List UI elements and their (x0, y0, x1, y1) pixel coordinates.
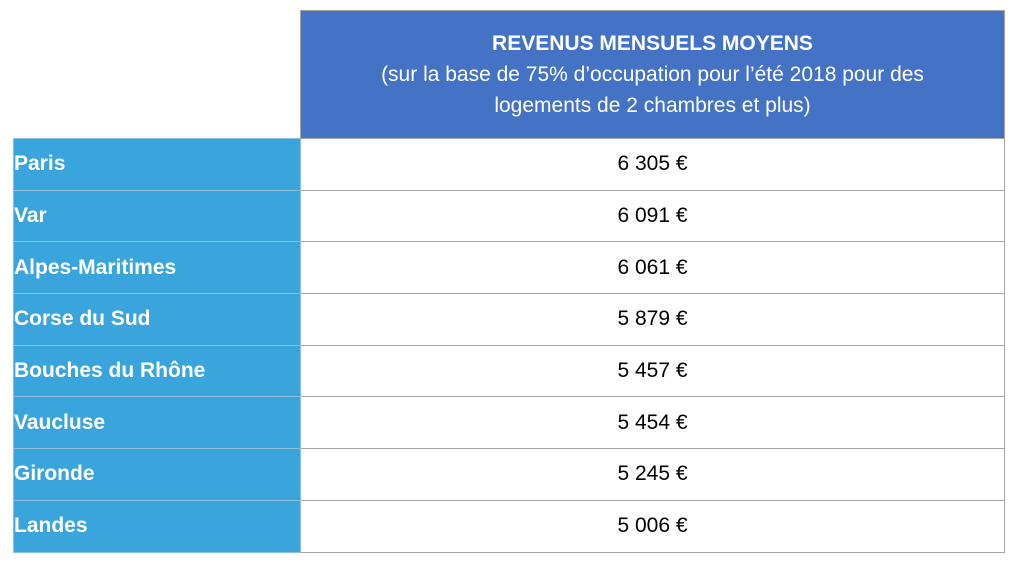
revenue-value-cell: 6 305 € (301, 139, 1005, 191)
region-cell: Vaucluse (14, 397, 301, 449)
table-title: REVENUS MENSUELS MOYENS (492, 32, 813, 55)
table-row (14, 449, 1005, 501)
header-cell (301, 11, 1005, 139)
region-cell: Alpes-Maritimes (14, 242, 301, 294)
revenue-value-cell: 5 454 € (301, 397, 1005, 449)
region-cell: Gironde (14, 449, 301, 501)
header-row (14, 11, 1005, 139)
region-cell: Landes (14, 500, 301, 552)
revenue-value-cell: 5 879 € (301, 294, 1005, 346)
table-row (14, 345, 1005, 397)
revenue-value-cell: 5 006 € (301, 500, 1005, 552)
table-row (14, 139, 1005, 191)
revenue-value-cell: 5 457 € (301, 345, 1005, 397)
table-row (14, 500, 1005, 552)
region-cell: Paris (14, 139, 301, 191)
table-row (14, 242, 1005, 294)
revenue-value-cell: 5 245 € (301, 449, 1005, 501)
revenue-value-cell: 6 091 € (301, 190, 1005, 242)
table-subtitle-line2: logements de 2 chambres et plus) (494, 94, 811, 117)
region-cell: Corse du Sud (14, 294, 301, 346)
table-subtitle-line1: (sur la base de 75% d’occupation pour l’été 2018 pour des (381, 63, 924, 86)
table-row (14, 397, 1005, 449)
empty-corner-cell (14, 11, 301, 139)
revenue-value-cell: 6 061 € (301, 242, 1005, 294)
revenue-table (13, 10, 1005, 553)
table-row (14, 294, 1005, 346)
region-cell: Var (14, 190, 301, 242)
table-row (14, 190, 1005, 242)
region-cell: Bouches du Rhône (14, 345, 301, 397)
